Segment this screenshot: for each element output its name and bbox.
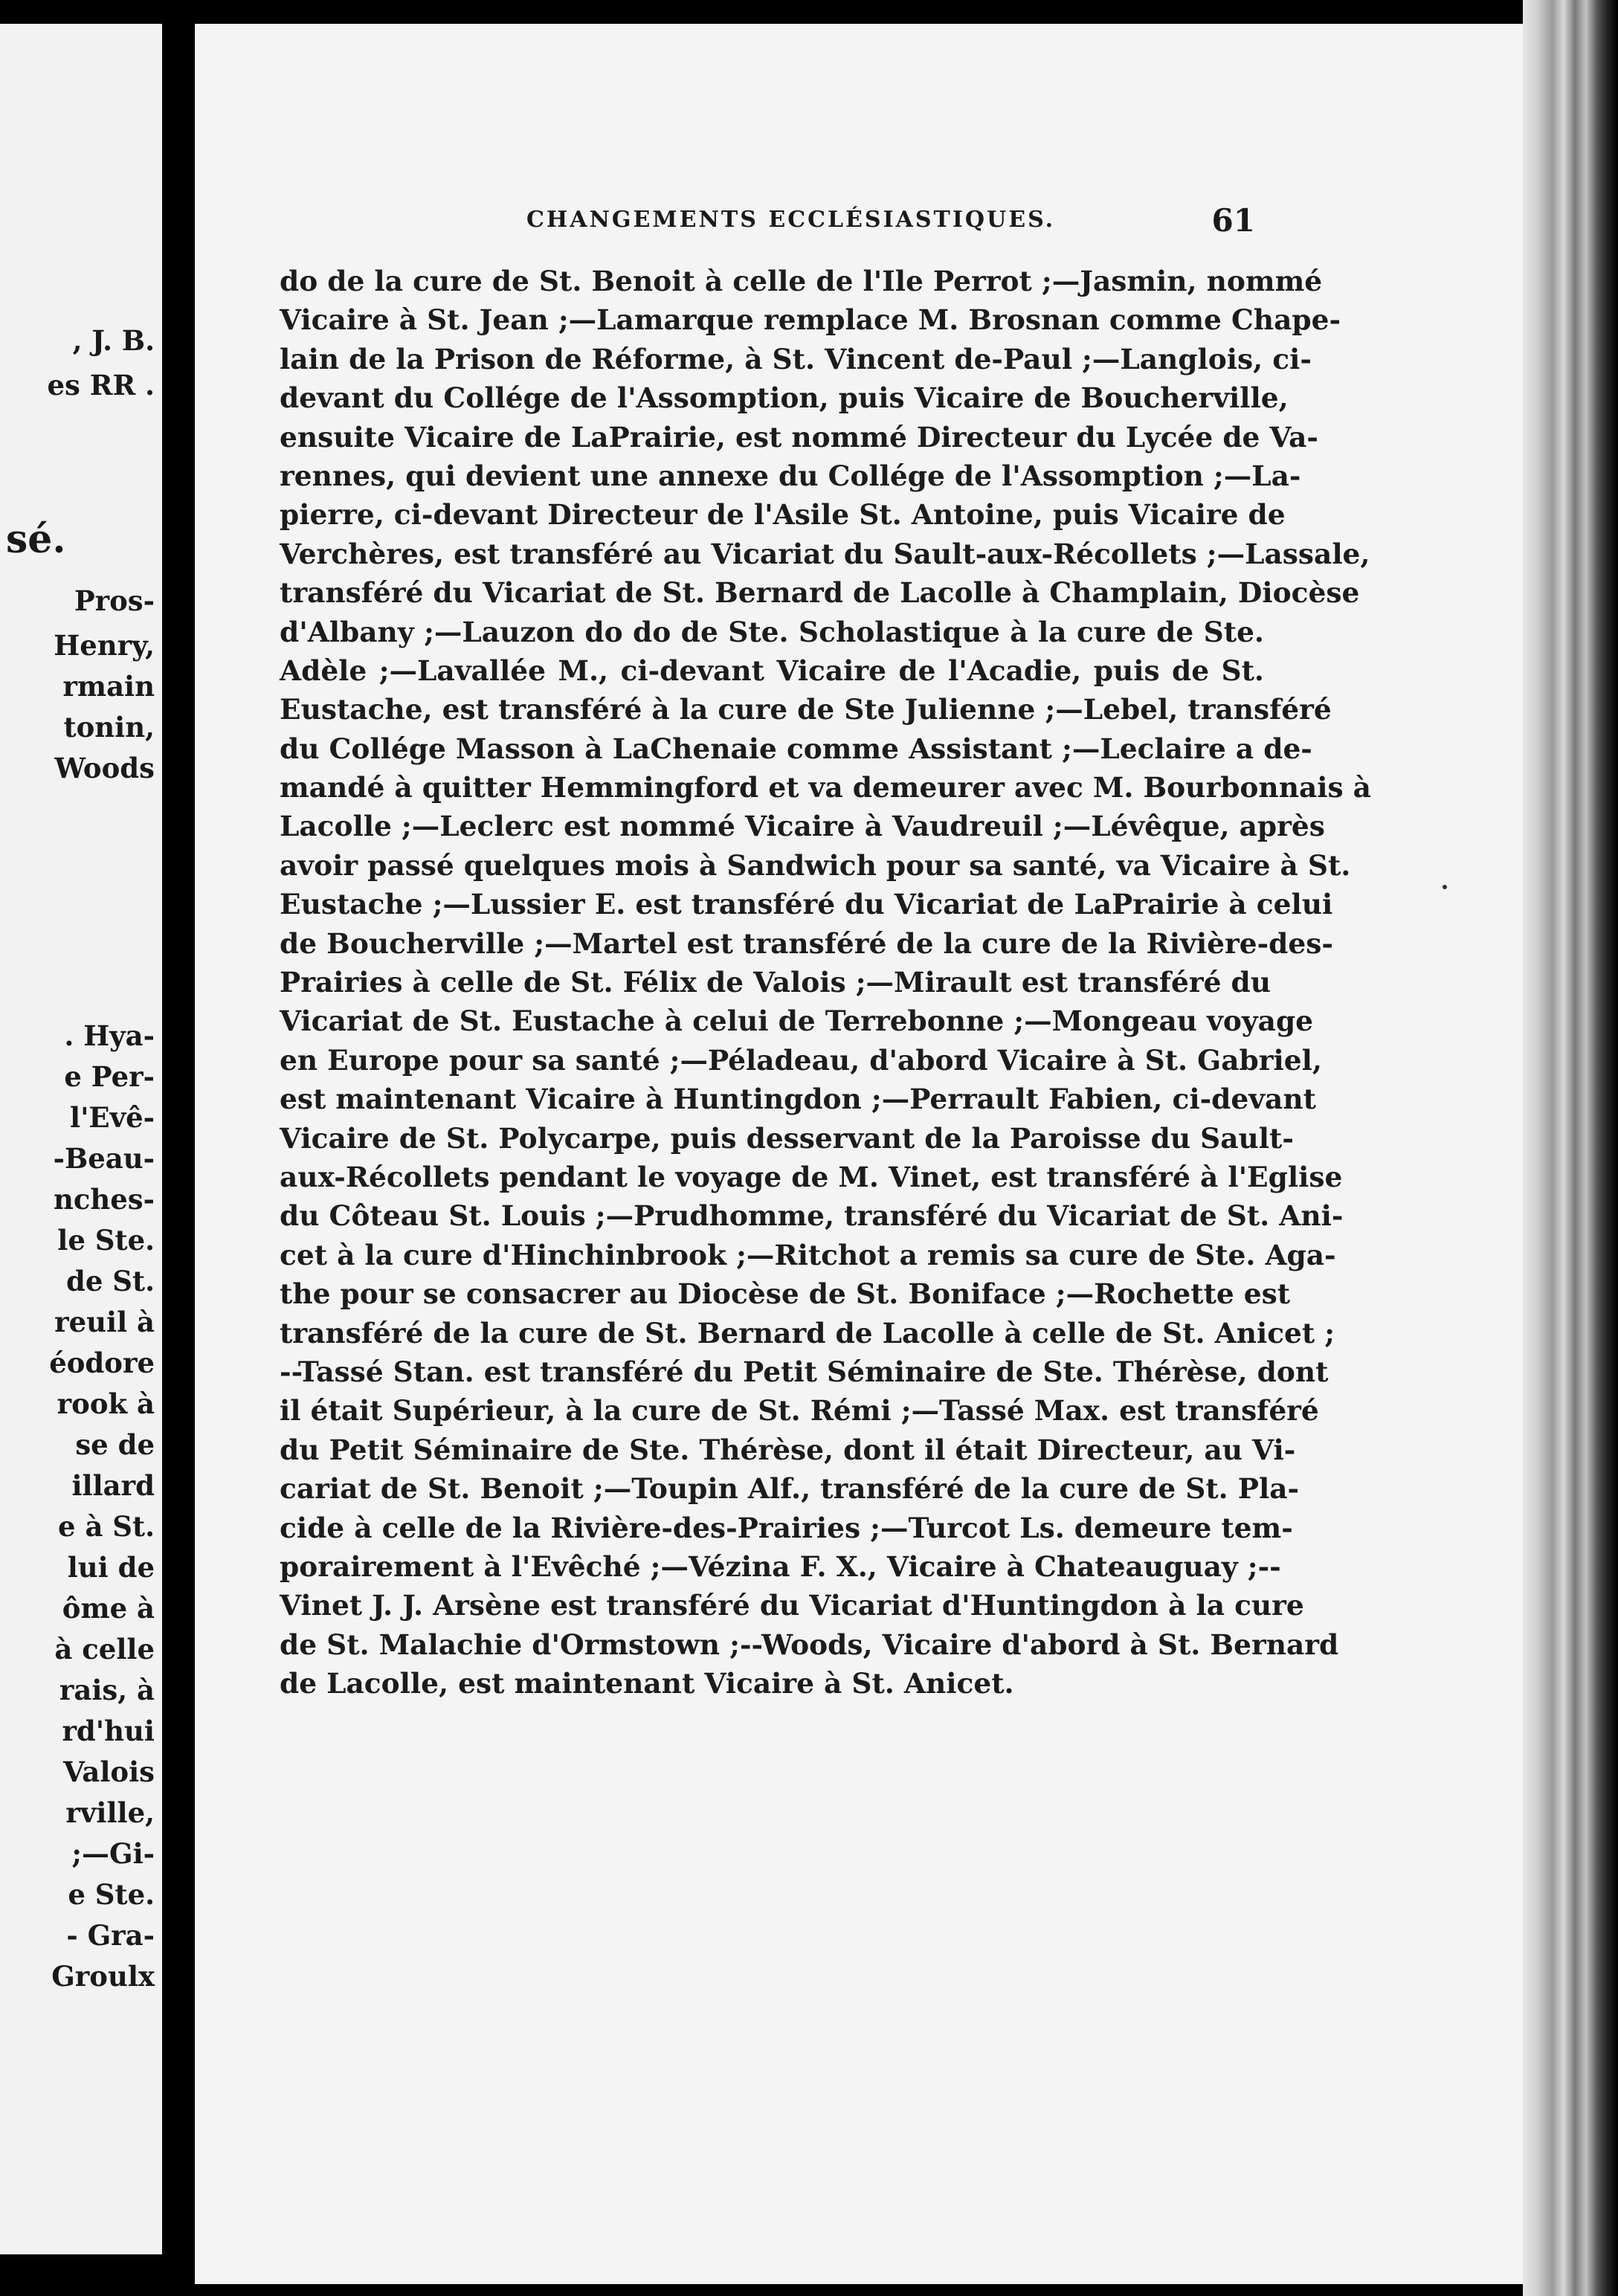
facing-page-text: es RR . [47, 369, 155, 402]
text-line: porairement à l'Evêché ;—Vézina F. X., Vicaire à Chateauguay ;-- [280, 1550, 1281, 1583]
text-line: avoir passé quelques mois à Sandwich pour sa santé, va Vicaire à St. [280, 848, 1351, 882]
facing-page-text: nches- [53, 1183, 155, 1216]
facing-page-text: sé. [6, 517, 66, 562]
facing-page-text: rais, à [59, 1674, 155, 1706]
facing-page-text: rville, [65, 1796, 155, 1829]
text-line: do de la cure de St. Benoit à celle de l'Ile Perrot ;—Jasmin, nommé [280, 265, 1323, 297]
text-line: mandé à quitter Hemmingford et va demeurer avec M. Bourbonnais à [280, 771, 1371, 804]
text-line: Vinet J. J. Arsène est transféré du Vicariat d'Huntingdon à la cure [280, 1589, 1304, 1622]
text-line: Eustache ;—Lussier E. est transféré du Vicariat de LaPrairie à celui [280, 888, 1333, 921]
facing-page-text: se de [75, 1428, 155, 1461]
page-number: 61 [1211, 202, 1255, 239]
text-line: the pour se consacrer au Diocèse de St. Boniface ;—Rochette est [280, 1277, 1291, 1311]
body-text [280, 262, 1371, 1703]
text-line: est maintenant Vicaire à Huntingdon ;—Perrault Fabien, ci-devant [280, 1083, 1316, 1116]
page-edge [1523, 0, 1618, 2296]
facing-page-text: ;—Gi- [71, 1837, 155, 1870]
running-head-title: CHANGEMENTS ECCLÉSIASTIQUES. [526, 207, 1056, 233]
text-line: de Boucherville ;—Martel est transféré de la cure de la Rivière-des- [280, 926, 1333, 960]
text-line: il était Supérieur, à la cure de St. Rémi ;—Tassé Max. est transféré [280, 1394, 1319, 1428]
facing-page-text: l'Evê- [70, 1101, 155, 1134]
text-line: pierre, ci-devant Directeur de l'Asile St. Antoine, puis Vicaire de [280, 498, 1286, 532]
text-line: Eustache, est transféré à la cure de Ste Julienne ;—Lebel, transféré [280, 693, 1332, 726]
text-line: cet à la cure d'Hinchinbrook ;—Ritchot a remis sa cure de Ste. Aga- [280, 1238, 1336, 1271]
facing-page-text: e Per- [64, 1060, 155, 1093]
text-line: Verchères, est transféré au Vicariat du Sault-aux-Récollets ;—Lassale, [280, 537, 1370, 570]
text-line: Adèle ;—Lavallée M., ci-devant Vicaire de l'Acadie, puis de St. [280, 654, 1264, 687]
text-line: en Europe pour sa santé ;—Péladeau, d'abord Vicaire à St. Gabriel, [280, 1043, 1322, 1077]
speck [1443, 885, 1447, 889]
text-line: de St. Malachie d'Ormstown ;--Woods, Vicaire d'abord à St. Bernard [280, 1628, 1339, 1661]
facing-page-text: Henry, [54, 629, 155, 662]
running-head [326, 202, 1255, 244]
text-line: du Collége Masson à LaChenaie comme Assistant ;—Leclaire a de- [280, 732, 1312, 765]
facing-page-text: Groulx [51, 1960, 155, 1993]
text-line: lain de la Prison de Réforme, à St. Vincent de-Paul ;—Langlois, ci- [280, 342, 1312, 375]
facing-page-text: lui de [67, 1551, 155, 1584]
facing-page-text: éodore [49, 1347, 155, 1379]
text-line: du Petit Séminaire de Ste. Thérèse, dont il était Directeur, au Vi- [280, 1433, 1296, 1466]
facing-page-fragment [0, 24, 162, 2254]
facing-page-text: - Gra- [66, 1919, 155, 1952]
text-line: Prairies à celle de St. Félix de Valois ;—Mirault est transféré du [280, 966, 1271, 999]
facing-page-text: . Hya- [64, 1019, 155, 1052]
facing-page-text: e Ste. [68, 1878, 155, 1911]
facing-page-text: rmain [62, 670, 155, 703]
facing-page-text: e à St. [58, 1510, 155, 1543]
facing-page-text: illard [71, 1469, 155, 1502]
facing-page-text: Woods [54, 752, 155, 784]
text-line: du Côteau St. Louis ;—Prudhomme, transféré du Vicariat de St. Ani- [280, 1199, 1344, 1233]
text-line: ensuite Vicaire de LaPrairie, est nommé Directeur du Lycée de Va- [280, 420, 1318, 454]
text-line: d'Albany ;—Lauzon do do de Ste. Scholastique à la cure de Ste. [280, 615, 1264, 648]
text-line: Lacolle ;—Leclerc est nommé Vicaire à Vaudreuil ;—Lévêque, après [280, 810, 1325, 843]
text-line: de Lacolle, est maintenant Vicaire à St. Anicet. [280, 1667, 1014, 1700]
facing-page-text: à celle [54, 1633, 155, 1665]
text-line: cariat de St. Benoit ;—Toupin Alf., transféré de la cure de St. Pla- [280, 1472, 1300, 1506]
text-line: cide à celle de la Rivière-des-Prairies ;—Turcot Ls. demeure tem- [280, 1511, 1293, 1544]
text-line: Vicaire de St. Polycarpe, puis desservant de la Paroisse du Sault- [280, 1121, 1294, 1155]
text-line: transféré du Vicariat de St. Bernard de Lacolle à Champlain, Diocèse [280, 576, 1360, 610]
facing-page-text: Pros- [74, 584, 155, 617]
facing-page-text: tonin, [63, 711, 155, 744]
text-line: --Tassé Stan. est transféré du Petit Séminaire de Ste. Thérèse, dont [280, 1355, 1329, 1388]
facing-page-text: rd'hui [62, 1715, 155, 1747]
facing-page-text: le Ste. [57, 1224, 155, 1257]
facing-page-text: rook à [57, 1387, 155, 1420]
text-line: Vicaire à St. Jean ;—Lamarque remplace M. Brosnan comme Chape- [280, 303, 1341, 337]
text-line: transféré de la cure de St. Bernard de Lacolle à celle de St. Anicet ; [280, 1316, 1335, 1349]
facing-page-text: reuil à [54, 1306, 155, 1338]
facing-page-text: -Beau- [53, 1142, 155, 1175]
facing-page-text: ôme à [62, 1592, 155, 1625]
text-line: aux-Récollets pendant le voyage de M. Vinet, est transféré à l'Eglise [280, 1160, 1343, 1193]
facing-page-text: , J. B. [72, 324, 155, 357]
text-line: Vicariat de St. Eustache à celui de Terrebonne ;—Mongeau voyage [280, 1004, 1314, 1038]
text-line: devant du Collége de l'Assomption, puis Vicaire de Boucherville, [280, 381, 1289, 415]
facing-page-text: Valois [63, 1755, 155, 1788]
text-line: rennes, qui devient une annexe du Collége de l'Assomption ;—La- [280, 459, 1301, 492]
facing-page-text: de St. [66, 1265, 155, 1297]
